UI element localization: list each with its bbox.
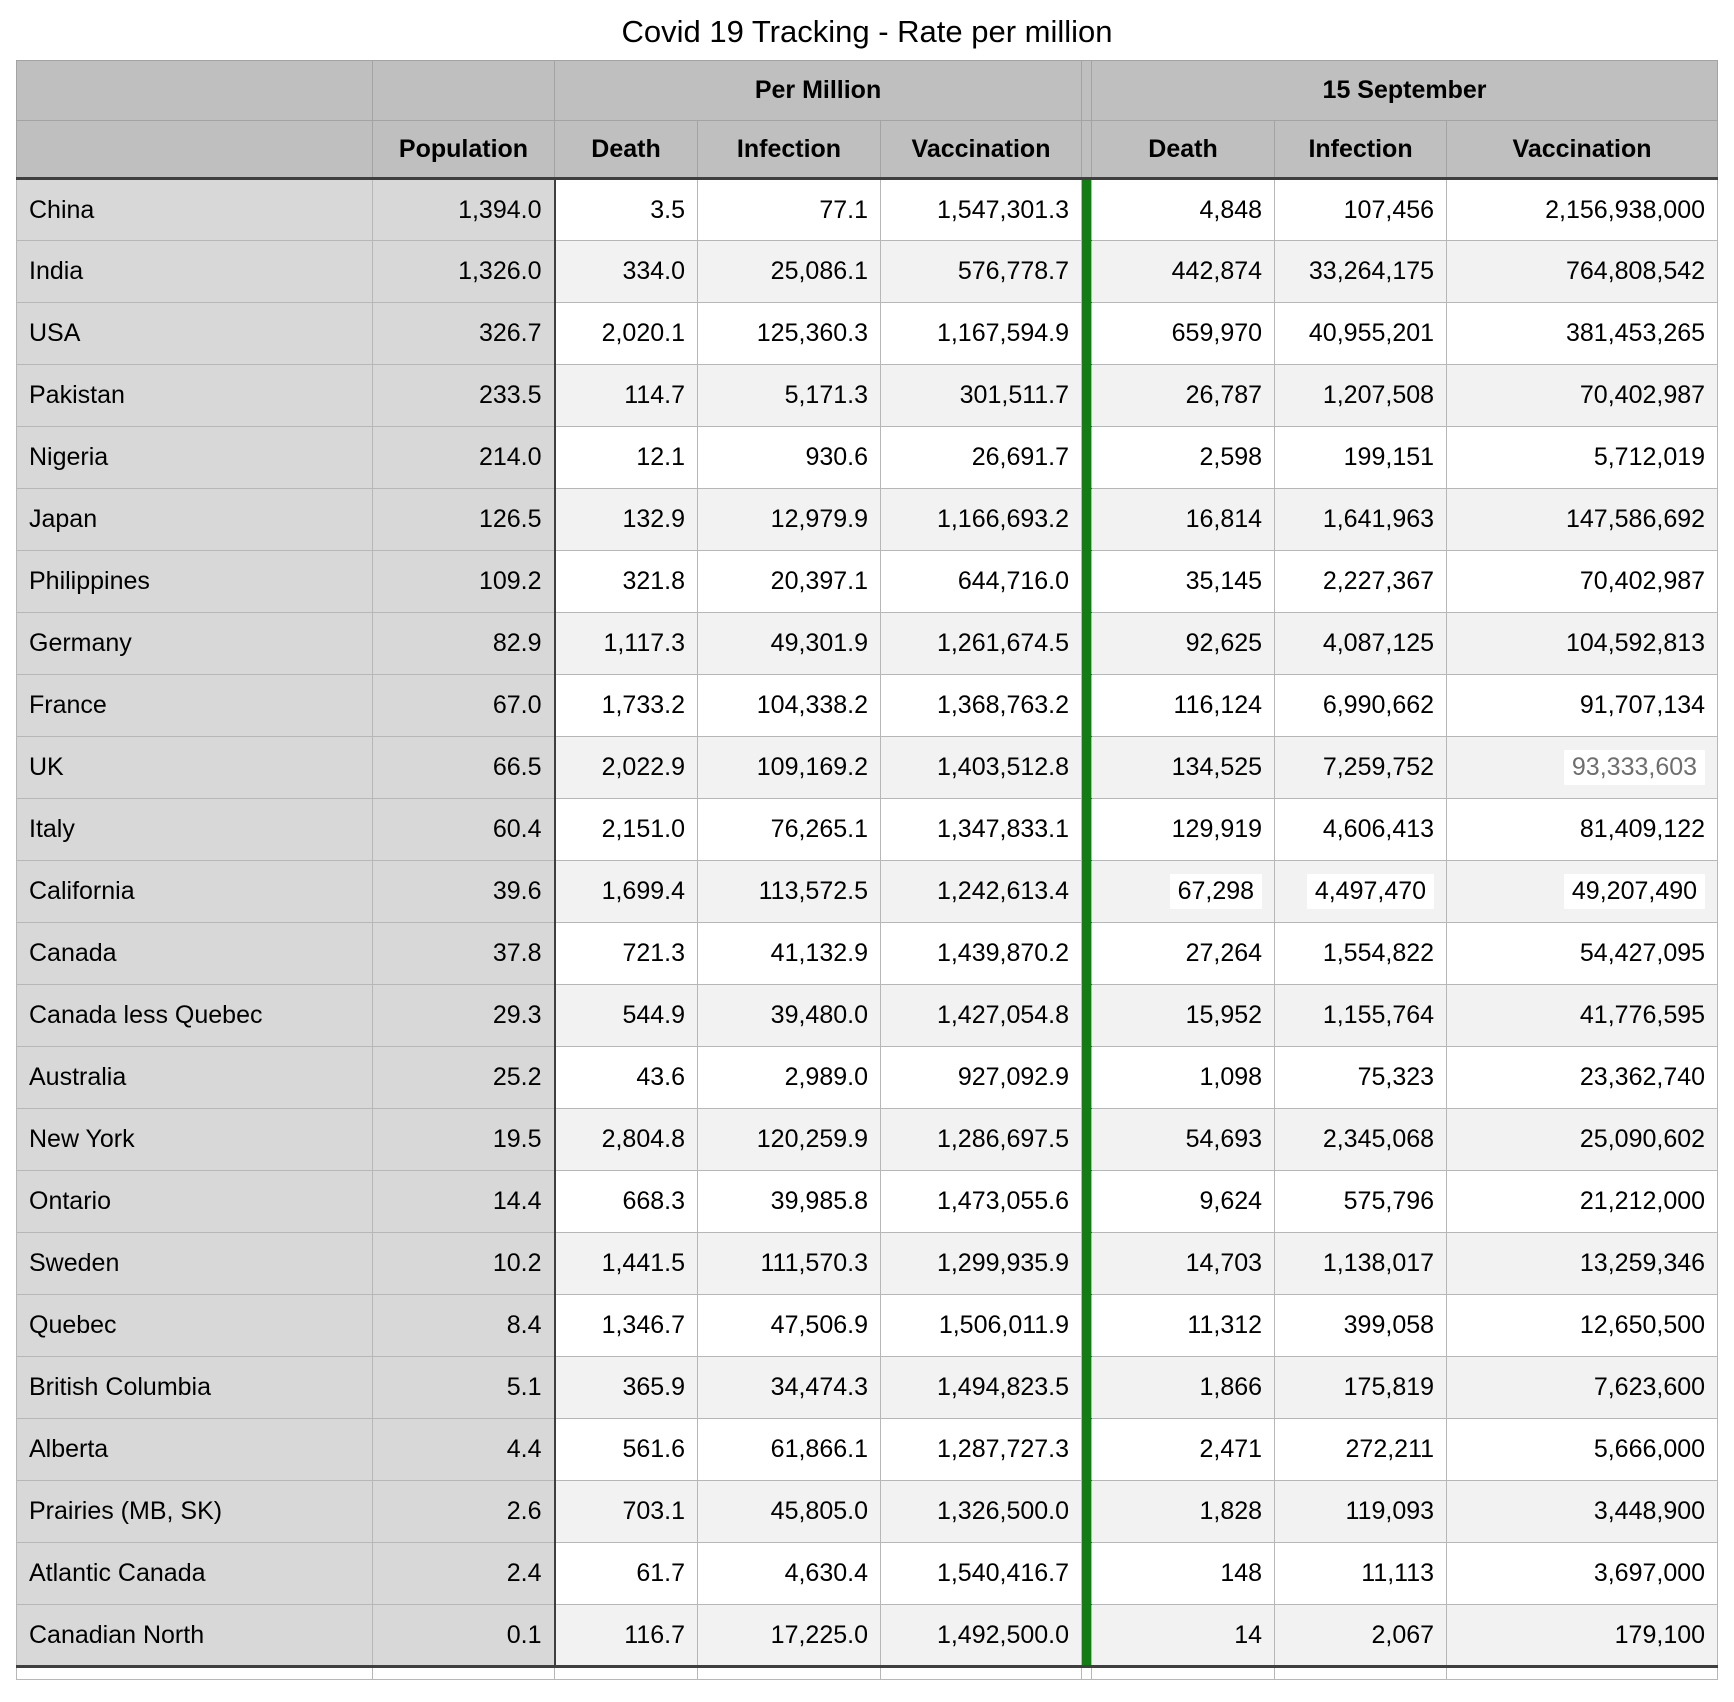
covid-tracking-table: [16, 60, 1718, 1680]
september-infection-cell[interactable]: 75,323: [1275, 1047, 1447, 1109]
green-divider-cell: [1082, 365, 1092, 427]
table-row: [17, 737, 1718, 799]
per-million-infection-cell[interactable]: 5,171.3: [698, 365, 881, 427]
per-million-infection-cell[interactable]: 47,506.9: [698, 1295, 881, 1357]
september-infection-cell[interactable]: 4,087,125: [1275, 613, 1447, 675]
per-million-vaccination-cell[interactable]: 1,261,674.5: [881, 613, 1082, 675]
sep-vaccination-header-cell[interactable]: Vaccination: [1447, 121, 1718, 179]
table-row: [17, 365, 1718, 427]
row-label-cell[interactable]: China: [17, 179, 373, 241]
september-death-cell[interactable]: 129,919: [1092, 799, 1275, 861]
population-cell[interactable]: 0.1: [373, 1605, 555, 1667]
september-vaccination-cell[interactable]: 147,586,692: [1447, 489, 1718, 551]
september-vaccination-cell[interactable]: 91,707,134: [1447, 675, 1718, 737]
highlighted-value: 67,298: [1170, 874, 1262, 909]
population-cell[interactable]: 326.7: [373, 303, 555, 365]
population-header-cell[interactable]: Population: [373, 121, 555, 179]
per-million-infection-cell[interactable]: 77.1: [698, 179, 881, 241]
per-million-infection-cell[interactable]: 12,979.9: [698, 489, 881, 551]
september-infection-cell[interactable]: 199,151: [1275, 427, 1447, 489]
september-death-cell[interactable]: 9,624: [1092, 1171, 1275, 1233]
september-death-cell[interactable]: 442,874: [1092, 241, 1275, 303]
per-million-death-cell[interactable]: 1,699.4: [555, 861, 698, 923]
september-vaccination-cell[interactable]: [1447, 737, 1718, 799]
population-cell[interactable]: 126.5: [373, 489, 555, 551]
per-million-vaccination-cell[interactable]: 1,506,011.9: [881, 1295, 1082, 1357]
population-cell[interactable]: 10.2: [373, 1233, 555, 1295]
row-label-cell[interactable]: Philippines: [17, 551, 373, 613]
population-cell[interactable]: 109.2: [373, 551, 555, 613]
per-million-death-cell[interactable]: 3.5: [555, 179, 698, 241]
september-vaccination-cell[interactable]: 3,448,900: [1447, 1481, 1718, 1543]
row-label-cell[interactable]: USA: [17, 303, 373, 365]
september-vaccination-cell[interactable]: 2,156,938,000: [1447, 179, 1718, 241]
september-death-cell[interactable]: 659,970: [1092, 303, 1275, 365]
september-death-cell[interactable]: 1,866: [1092, 1357, 1275, 1419]
per-million-death-cell[interactable]: 114.7: [555, 365, 698, 427]
per-million-infection-cell[interactable]: 61,866.1: [698, 1419, 881, 1481]
september-infection-cell[interactable]: 2,067: [1275, 1605, 1447, 1667]
per-million-group-header[interactable]: Per Million: [555, 61, 1082, 121]
per-million-vaccination-cell[interactable]: 1,242,613.4: [881, 861, 1082, 923]
table-row: [17, 1233, 1718, 1295]
september-death-cell[interactable]: 2,598: [1092, 427, 1275, 489]
september-death-cell[interactable]: 14,703: [1092, 1233, 1275, 1295]
table-row: [17, 489, 1718, 551]
september-vaccination-cell[interactable]: 25,090,602: [1447, 1109, 1718, 1171]
population-cell[interactable]: 60.4: [373, 799, 555, 861]
per-million-infection-cell[interactable]: 49,301.9: [698, 613, 881, 675]
per-million-vaccination-cell[interactable]: 26,691.7: [881, 427, 1082, 489]
green-divider-cell: [1082, 1419, 1092, 1481]
per-million-death-cell[interactable]: 2,151.0: [555, 799, 698, 861]
september-vaccination-cell[interactable]: 381,453,265: [1447, 303, 1718, 365]
per-million-death-cell[interactable]: 1,117.3: [555, 613, 698, 675]
per-million-infection-cell[interactable]: 20,397.1: [698, 551, 881, 613]
population-cell[interactable]: 1,394.0: [373, 179, 555, 241]
september-infection-cell[interactable]: 1,641,963: [1275, 489, 1447, 551]
per-million-death-cell[interactable]: 2,022.9: [555, 737, 698, 799]
per-million-infection-cell[interactable]: 45,805.0: [698, 1481, 881, 1543]
per-million-vaccination-cell[interactable]: 1,492,500.0: [881, 1605, 1082, 1667]
row-label-cell[interactable]: Quebec: [17, 1295, 373, 1357]
row-label-cell[interactable]: UK: [17, 737, 373, 799]
per-million-infection-cell[interactable]: 76,265.1: [698, 799, 881, 861]
per-million-infection-cell[interactable]: 39,985.8: [698, 1171, 881, 1233]
population-cell[interactable]: 214.0: [373, 427, 555, 489]
table-row: [17, 613, 1718, 675]
population-cell[interactable]: 82.9: [373, 613, 555, 675]
row-label-cell[interactable]: Canada: [17, 923, 373, 985]
table-row: [17, 551, 1718, 613]
per-million-vaccination-cell[interactable]: 1,427,054.8: [881, 985, 1082, 1047]
september-infection-cell[interactable]: 107,456: [1275, 179, 1447, 241]
sep-infection-header-cell[interactable]: Infection: [1275, 121, 1447, 179]
divider-header-cell: [1082, 61, 1092, 121]
population-cell[interactable]: 14.4: [373, 1171, 555, 1233]
september-infection-cell[interactable]: 1,155,764: [1275, 985, 1447, 1047]
row-label-cell[interactable]: Italy: [17, 799, 373, 861]
september-vaccination-cell[interactable]: 13,259,346: [1447, 1233, 1718, 1295]
pm-death-header-cell[interactable]: Death: [555, 121, 698, 179]
sep-death-header-cell[interactable]: Death: [1092, 121, 1275, 179]
population-cell[interactable]: 4.4: [373, 1419, 555, 1481]
per-million-vaccination-cell[interactable]: 576,778.7: [881, 241, 1082, 303]
table-row: [17, 1171, 1718, 1233]
population-cell[interactable]: 8.4: [373, 1295, 555, 1357]
per-million-death-cell[interactable]: 61.7: [555, 1543, 698, 1605]
per-million-infection-cell[interactable]: 120,259.9: [698, 1109, 881, 1171]
row-label-cell[interactable]: France: [17, 675, 373, 737]
per-million-death-cell[interactable]: 1,733.2: [555, 675, 698, 737]
per-million-infection-cell[interactable]: 4,630.4: [698, 1543, 881, 1605]
september-vaccination-cell[interactable]: 12,650,500: [1447, 1295, 1718, 1357]
green-divider-cell: [1082, 799, 1092, 861]
green-divider-cell: [1082, 737, 1092, 799]
per-million-death-cell[interactable]: 132.9: [555, 489, 698, 551]
september-death-cell[interactable]: 54,693: [1092, 1109, 1275, 1171]
september-infection-cell[interactable]: 272,211: [1275, 1419, 1447, 1481]
column-header-row: [17, 121, 1718, 179]
september-death-cell[interactable]: 4,848: [1092, 179, 1275, 241]
row-label-cell[interactable]: Germany: [17, 613, 373, 675]
row-label-cell[interactable]: New York: [17, 1109, 373, 1171]
population-cell[interactable]: 66.5: [373, 737, 555, 799]
table-row: [17, 241, 1718, 303]
table-row: [17, 923, 1718, 985]
september-infection-cell[interactable]: 40,955,201: [1275, 303, 1447, 365]
population-cell[interactable]: 2.4: [373, 1543, 555, 1605]
population-group-header-cell[interactable]: [373, 61, 555, 121]
table-header: [17, 61, 1718, 179]
september-death-cell[interactable]: 27,264: [1092, 923, 1275, 985]
table-row: [17, 1047, 1718, 1109]
september-vaccination-cell[interactable]: [1447, 861, 1718, 923]
green-divider-cell: [1082, 303, 1092, 365]
per-million-vaccination-cell[interactable]: 1,286,697.5: [881, 1109, 1082, 1171]
september-death-cell[interactable]: 92,625: [1092, 613, 1275, 675]
per-million-vaccination-cell[interactable]: 1,439,870.2: [881, 923, 1082, 985]
september-infection-cell[interactable]: 175,819: [1275, 1357, 1447, 1419]
population-cell[interactable]: 233.5: [373, 365, 555, 427]
per-million-vaccination-cell[interactable]: 1,494,823.5: [881, 1357, 1082, 1419]
september-death-cell[interactable]: 11,312: [1092, 1295, 1275, 1357]
row-label-cell[interactable]: Pakistan: [17, 365, 373, 427]
row-label-header-cell[interactable]: [17, 121, 373, 179]
table-row: [17, 1419, 1718, 1481]
green-divider-cell: [1082, 1605, 1092, 1667]
september-vaccination-cell[interactable]: 3,697,000: [1447, 1543, 1718, 1605]
per-million-death-cell[interactable]: 43.6: [555, 1047, 698, 1109]
row-label-cell[interactable]: Atlantic Canada: [17, 1543, 373, 1605]
september-infection-cell[interactable]: 4,606,413: [1275, 799, 1447, 861]
corner-header-cell[interactable]: [17, 61, 373, 121]
green-divider-cell: [1082, 985, 1092, 1047]
september-death-cell[interactable]: 26,787: [1092, 365, 1275, 427]
highlighted-value: 4,497,470: [1307, 874, 1434, 909]
table-row: [17, 861, 1718, 923]
row-label-cell[interactable]: British Columbia: [17, 1357, 373, 1419]
september-death-cell[interactable]: 134,525: [1092, 737, 1275, 799]
september-death-cell[interactable]: 116,124: [1092, 675, 1275, 737]
per-million-death-cell[interactable]: 2,020.1: [555, 303, 698, 365]
september-infection-cell[interactable]: 1,207,508: [1275, 365, 1447, 427]
per-million-infection-cell[interactable]: 41,132.9: [698, 923, 881, 985]
green-divider-cell: [1082, 1295, 1092, 1357]
september-infection-cell[interactable]: 2,345,068: [1275, 1109, 1447, 1171]
september-vaccination-cell[interactable]: 7,623,600: [1447, 1357, 1718, 1419]
row-label-cell[interactable]: Prairies (MB, SK): [17, 1481, 373, 1543]
per-million-infection-cell[interactable]: 2,989.0: [698, 1047, 881, 1109]
per-million-death-cell[interactable]: 1,346.7: [555, 1295, 698, 1357]
population-cell[interactable]: 37.8: [373, 923, 555, 985]
population-cell[interactable]: 67.0: [373, 675, 555, 737]
per-million-infection-cell[interactable]: 17,225.0: [698, 1605, 881, 1667]
table-row: [17, 675, 1718, 737]
green-divider-cell: [1082, 1357, 1092, 1419]
september-vaccination-cell[interactable]: 764,808,542: [1447, 241, 1718, 303]
green-divider-cell: [1082, 1047, 1092, 1109]
per-million-death-cell[interactable]: 1,441.5: [555, 1233, 698, 1295]
population-cell[interactable]: 1,326.0: [373, 241, 555, 303]
group-header-row: [17, 61, 1718, 121]
row-label-cell[interactable]: Alberta: [17, 1419, 373, 1481]
september-infection-cell[interactable]: 119,093: [1275, 1481, 1447, 1543]
per-million-death-cell[interactable]: 721.3: [555, 923, 698, 985]
per-million-vaccination-cell[interactable]: 1,287,727.3: [881, 1419, 1082, 1481]
table-row: [17, 985, 1718, 1047]
per-million-infection-cell[interactable]: 109,169.2: [698, 737, 881, 799]
row-label-cell[interactable]: California: [17, 861, 373, 923]
september-death-cell[interactable]: 2,471: [1092, 1419, 1275, 1481]
per-million-death-cell[interactable]: 2,804.8: [555, 1109, 698, 1171]
green-divider-cell: [1082, 179, 1092, 241]
september-vaccination-cell[interactable]: 179,100: [1447, 1605, 1718, 1667]
september-infection-cell[interactable]: 7,259,752: [1275, 737, 1447, 799]
september-death-cell[interactable]: 148: [1092, 1543, 1275, 1605]
table-row: [17, 1295, 1718, 1357]
green-divider-cell: [1082, 1171, 1092, 1233]
green-divider-cell: [1082, 1233, 1092, 1295]
table-row: [17, 1357, 1718, 1419]
september-death-cell[interactable]: [1092, 861, 1275, 923]
per-million-vaccination-cell[interactable]: 1,347,833.1: [881, 799, 1082, 861]
september-vaccination-cell[interactable]: 23,362,740: [1447, 1047, 1718, 1109]
row-label-cell[interactable]: India: [17, 241, 373, 303]
september-infection-cell[interactable]: 2,227,367: [1275, 551, 1447, 613]
table-row: [17, 1605, 1718, 1667]
per-million-death-cell[interactable]: 116.7: [555, 1605, 698, 1667]
per-million-death-cell[interactable]: 365.9: [555, 1357, 698, 1419]
row-label-cell[interactable]: Ontario: [17, 1171, 373, 1233]
population-cell[interactable]: 2.6: [373, 1481, 555, 1543]
september-infection-cell[interactable]: 1,138,017: [1275, 1233, 1447, 1295]
september-infection-cell[interactable]: 11,113: [1275, 1543, 1447, 1605]
population-cell[interactable]: 29.3: [373, 985, 555, 1047]
september-vaccination-cell[interactable]: 70,402,987: [1447, 551, 1718, 613]
green-divider-cell: [1082, 1543, 1092, 1605]
divider-header-cell: [1082, 121, 1092, 179]
per-million-death-cell[interactable]: 703.1: [555, 1481, 698, 1543]
september-death-cell[interactable]: 35,145: [1092, 551, 1275, 613]
green-divider-cell: [1082, 1109, 1092, 1171]
per-million-vaccination-cell[interactable]: 1,547,301.3: [881, 179, 1082, 241]
table-row: [17, 1109, 1718, 1171]
green-divider-cell: [1082, 675, 1092, 737]
per-million-infection-cell[interactable]: 113,572.5: [698, 861, 881, 923]
table-row: [17, 799, 1718, 861]
population-cell[interactable]: 25.2: [373, 1047, 555, 1109]
table-row: [17, 179, 1718, 241]
green-divider-cell: [1082, 613, 1092, 675]
per-million-death-cell[interactable]: 12.1: [555, 427, 698, 489]
pm-infection-header-cell[interactable]: Infection: [698, 121, 881, 179]
september-infection-cell[interactable]: 33,264,175: [1275, 241, 1447, 303]
green-divider-cell: [1082, 923, 1092, 985]
green-divider-cell: [1082, 1481, 1092, 1543]
per-million-death-cell[interactable]: 544.9: [555, 985, 698, 1047]
row-label-cell[interactable]: Japan: [17, 489, 373, 551]
table-row: [17, 1543, 1718, 1605]
per-million-vaccination-cell[interactable]: 1,326,500.0: [881, 1481, 1082, 1543]
partial-next-row: [17, 1667, 1718, 1680]
per-million-infection-cell[interactable]: 111,570.3: [698, 1233, 881, 1295]
population-cell[interactable]: 5.1: [373, 1357, 555, 1419]
per-million-vaccination-cell[interactable]: 1,540,416.7: [881, 1543, 1082, 1605]
september-infection-cell[interactable]: [1275, 861, 1447, 923]
population-cell[interactable]: 19.5: [373, 1109, 555, 1171]
september-vaccination-cell[interactable]: 5,666,000: [1447, 1419, 1718, 1481]
per-million-infection-cell[interactable]: 125,360.3: [698, 303, 881, 365]
table-row: [17, 1481, 1718, 1543]
highlighted-value: 49,207,490: [1564, 874, 1705, 909]
highlighted-value: 93,333,603: [1564, 750, 1705, 785]
per-million-vaccination-cell[interactable]: 1,166,693.2: [881, 489, 1082, 551]
september-vaccination-cell[interactable]: 21,212,000: [1447, 1171, 1718, 1233]
green-divider-cell: [1082, 427, 1092, 489]
per-million-infection-cell[interactable]: 25,086.1: [698, 241, 881, 303]
green-divider-cell: [1082, 861, 1092, 923]
pm-vaccination-header-cell[interactable]: Vaccination: [881, 121, 1082, 179]
september-group-header[interactable]: 15 September: [1092, 61, 1718, 121]
per-million-infection-cell[interactable]: 104,338.2: [698, 675, 881, 737]
per-million-death-cell[interactable]: 561.6: [555, 1419, 698, 1481]
per-million-infection-cell[interactable]: 34,474.3: [698, 1357, 881, 1419]
row-label-cell[interactable]: Australia: [17, 1047, 373, 1109]
green-divider-cell: [1082, 489, 1092, 551]
september-vaccination-cell[interactable]: 70,402,987: [1447, 365, 1718, 427]
september-infection-cell[interactable]: 6,990,662: [1275, 675, 1447, 737]
per-million-infection-cell[interactable]: 930.6: [698, 427, 881, 489]
september-vaccination-cell[interactable]: 81,409,122: [1447, 799, 1718, 861]
population-cell[interactable]: 39.6: [373, 861, 555, 923]
september-death-cell[interactable]: 15,952: [1092, 985, 1275, 1047]
september-infection-cell[interactable]: 575,796: [1275, 1171, 1447, 1233]
september-infection-cell[interactable]: 1,554,822: [1275, 923, 1447, 985]
september-death-cell[interactable]: 1,828: [1092, 1481, 1275, 1543]
september-vaccination-cell[interactable]: 5,712,019: [1447, 427, 1718, 489]
table-body: [17, 179, 1718, 1667]
per-million-vaccination-cell[interactable]: 644,716.0: [881, 551, 1082, 613]
per-million-vaccination-cell[interactable]: 1,403,512.8: [881, 737, 1082, 799]
september-death-cell[interactable]: 16,814: [1092, 489, 1275, 551]
september-vaccination-cell[interactable]: 54,427,095: [1447, 923, 1718, 985]
green-divider-cell: [1082, 241, 1092, 303]
per-million-vaccination-cell[interactable]: 927,092.9: [881, 1047, 1082, 1109]
table-row: [17, 303, 1718, 365]
per-million-vaccination-cell[interactable]: 1,368,763.2: [881, 675, 1082, 737]
per-million-vaccination-cell[interactable]: 1,473,055.6: [881, 1171, 1082, 1233]
september-death-cell[interactable]: 14: [1092, 1605, 1275, 1667]
september-vaccination-cell[interactable]: 104,592,813: [1447, 613, 1718, 675]
september-death-cell[interactable]: 1,098: [1092, 1047, 1275, 1109]
per-million-death-cell[interactable]: 668.3: [555, 1171, 698, 1233]
row-label-cell[interactable]: Canadian North: [17, 1605, 373, 1667]
september-vaccination-cell[interactable]: 41,776,595: [1447, 985, 1718, 1047]
per-million-vaccination-cell[interactable]: 1,299,935.9: [881, 1233, 1082, 1295]
per-million-vaccination-cell[interactable]: 1,167,594.9: [881, 303, 1082, 365]
row-label-cell[interactable]: Canada less Quebec: [17, 985, 373, 1047]
green-divider-cell: [1082, 551, 1092, 613]
page-title: Covid 19 Tracking - Rate per million: [621, 14, 1113, 49]
per-million-death-cell[interactable]: 334.0: [555, 241, 698, 303]
per-million-infection-cell[interactable]: 39,480.0: [698, 985, 881, 1047]
table-row: [17, 427, 1718, 489]
row-label-cell[interactable]: Nigeria: [17, 427, 373, 489]
september-infection-cell[interactable]: 399,058: [1275, 1295, 1447, 1357]
per-million-vaccination-cell[interactable]: 301,511.7: [881, 365, 1082, 427]
row-label-cell[interactable]: Sweden: [17, 1233, 373, 1295]
per-million-death-cell[interactable]: 321.8: [555, 551, 698, 613]
